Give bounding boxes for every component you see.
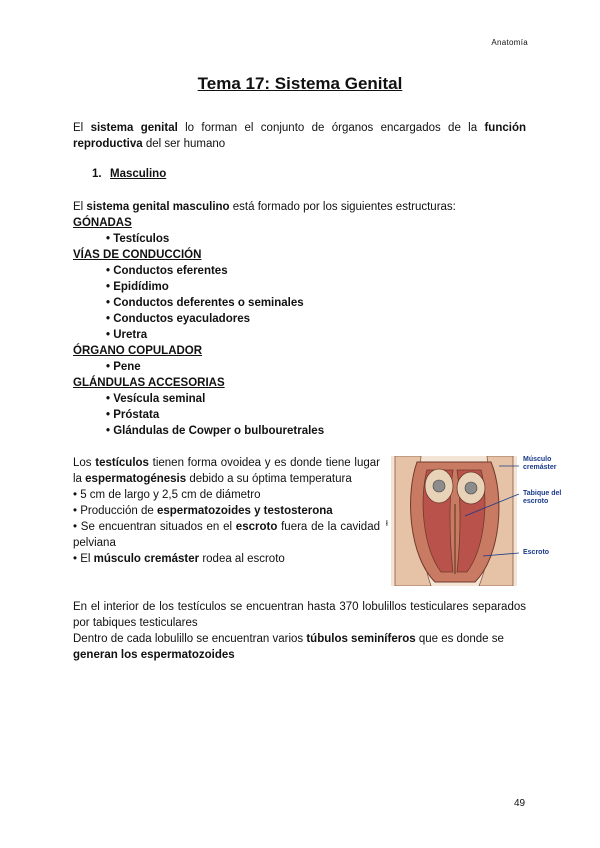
running-header: Anatomía [491, 38, 528, 47]
page-number: 49 [514, 798, 526, 809]
intro-paragraph: El sistema genital lo forman el conjunto de órganos encargados de la función reproductiva del ser humano [73, 122, 526, 150]
testicles-size: • 5 cm de largo y 2,5 cm de diámetro [73, 489, 261, 501]
list-item: • Pene [106, 361, 141, 373]
structure-intro: El sistema genital masculino está formado por los siguientes estructuras: [73, 201, 456, 213]
tubules-paragraph: Dentro de cada lobulillo se encuentran varios túbulos seminíferos que es donde se generan los espermatozoides [73, 633, 504, 661]
label-escroto: Escroto [523, 549, 550, 556]
scrotum-illustration [391, 456, 584, 586]
stray-mark: ł [386, 519, 388, 528]
group-label-glandulas: GLÁNDULAS ACCESORIAS [73, 377, 225, 389]
scrotum-anatomy-drawing [391, 456, 584, 586]
page-title: Tema 17: Sistema Genital [197, 74, 403, 93]
label-cremaster: Músculo cremáster [523, 456, 557, 471]
testicles-production: • Producción de espermatozoides y testosterona [73, 505, 333, 517]
section-title: Masculino [110, 168, 167, 180]
group-label-vias: VÍAS DE CONDUCCIÓN [73, 249, 202, 261]
list-item: • Glándulas de Cowper o bulbouretrales [106, 425, 325, 437]
list-item: • Conductos eyaculadores [106, 313, 250, 325]
group-label-organo: ÓRGANO COPULADOR [73, 345, 203, 357]
testicles-location: • Se encuentran situados en el escroto fuera de la cavidad pelviana [73, 521, 380, 549]
list-item: • Uretra [106, 329, 148, 341]
testicles-section [73, 455, 380, 567]
list-item: • Próstata [106, 409, 160, 421]
testicles-cremaster: • El músculo cremáster rodea al escroto [73, 553, 285, 565]
list-item: • Testículos [106, 233, 170, 245]
section-number: 1. [92, 168, 102, 180]
list-item: • Epidídimo [106, 281, 169, 293]
section-heading [92, 168, 166, 180]
lobules-paragraph: En el interior de los testículos se encuentran hasta 370 lobulillos testiculares separados por tabiques testiculares [73, 601, 526, 629]
list-item: • Vesícula seminal [106, 393, 206, 405]
list-item: • Conductos eferentes [106, 265, 228, 277]
testicles-paragraph: Los testículos tienen forma ovoidea y es donde tiene lugar la espermatogénesis debido a su óptima temperatura [73, 457, 380, 485]
group-label-gonadas: GÓNADAS [73, 217, 132, 229]
list-item: • Conductos deferentes o seminales [106, 297, 304, 309]
label-tabique: Tabique del escroto [523, 490, 562, 505]
